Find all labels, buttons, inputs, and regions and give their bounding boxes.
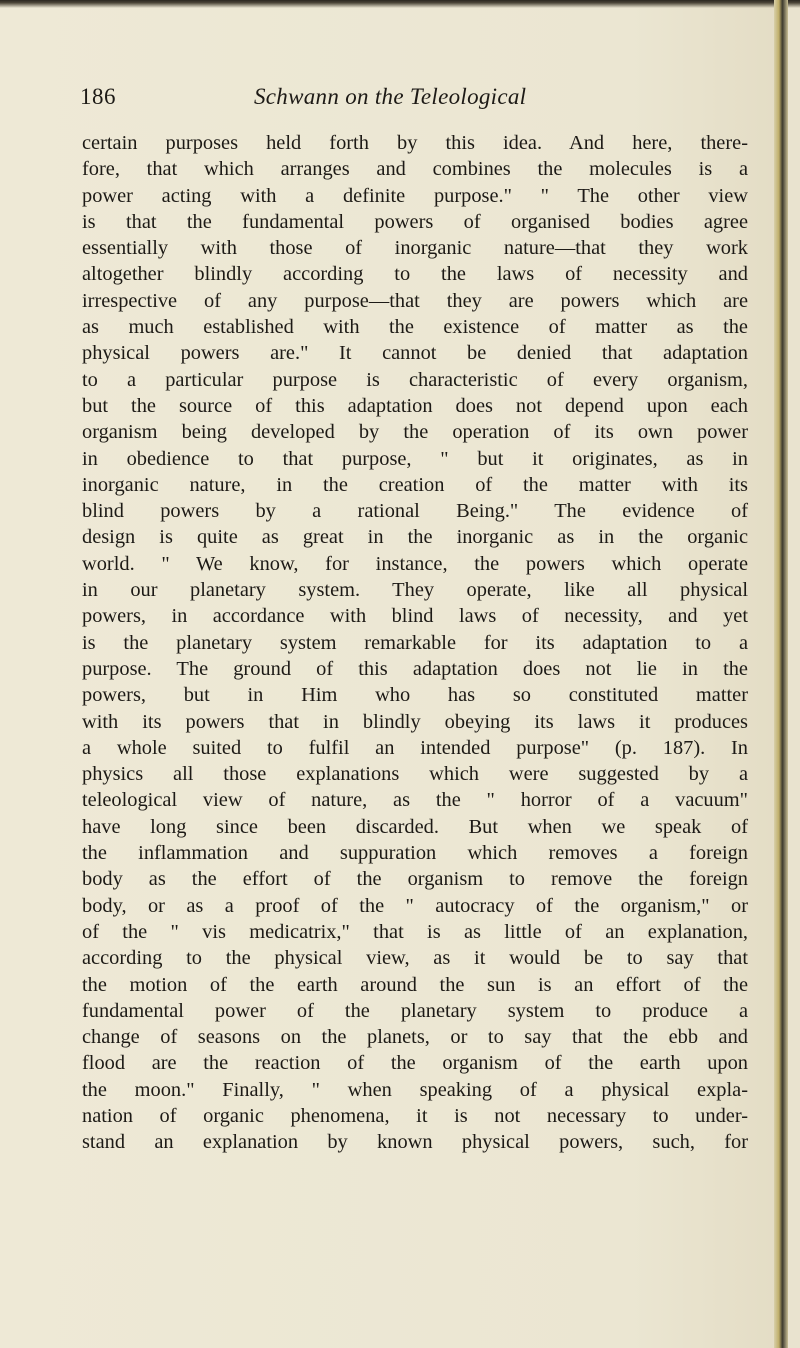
text-line: design is quite as great in the inorganic as in the organic [82, 526, 748, 549]
text-line: according to the physical view, as it would be to say that [82, 947, 748, 970]
text-line: inorganic nature, in the creation of the matter with its [82, 473, 748, 496]
text-line: change of seasons on the planets, or to say that the ebb and [82, 1026, 748, 1049]
text-line: purpose. The ground of this adaptation does not lie in the [82, 657, 748, 680]
page-number: 186 [80, 84, 116, 109]
text-line: flood are the reaction of the organism of the earth upon [82, 1052, 748, 1075]
running-title: Schwann on the Teleological [254, 84, 527, 109]
text-line: with its powers that in blindly obeying its laws it produces [82, 710, 748, 733]
body-paragraph [82, 130, 748, 1156]
text-line: is that the fundamental powers of organised bodies agree [82, 210, 748, 233]
text-line: powers, in accordance with blind laws of necessity, and yet [82, 605, 748, 628]
text-line: irrespective of any purpose—that they are powers which are [82, 289, 748, 312]
text-line: physical powers are." It cannot be denied that adaptation [82, 342, 748, 365]
text-line: nation of organic phenomena, it is not necessary to under- [82, 1104, 748, 1127]
text-line: altogether blindly according to the laws of necessity and [82, 263, 748, 286]
text-line: body, or as a proof of the " autocracy of the organism," or [82, 894, 748, 917]
text-line: world. " We know, for instance, the powers which operate [82, 552, 748, 575]
text-line: of the " vis medicatrix," that is as little of an explanation, [82, 920, 748, 943]
text-line: essentially with those of inorganic nature—that they work [82, 237, 748, 260]
text-line: powers, but in Him who has so constituted matter [82, 684, 748, 707]
text-line: organism being developed by the operation of its own power [82, 421, 748, 444]
text-line: physics all those explanations which were suggested by a [82, 763, 748, 786]
text-line: as much established with the existence of matter as the [82, 316, 748, 339]
text-line: the moon." Finally, " when speaking of a physical expla- [82, 1078, 748, 1101]
text-line: is the planetary system remarkable for its adaptation to a [82, 631, 748, 654]
text-line: fundamental power of the planetary system to produce a [82, 999, 748, 1022]
text-line: in obedience to that purpose, " but it originates, as in [82, 447, 748, 470]
text-line: teleological view of nature, as the " horror of a vacuum" [82, 789, 748, 812]
text-line: in our planetary system. They operate, like all physical [82, 579, 748, 602]
text-line: have long since been discarded. But when we speak of [82, 815, 748, 838]
top-page-shadow [0, 0, 800, 8]
page-edge-binding [774, 0, 788, 1348]
text-line: to a particular purpose is characteristic of every organism, [82, 368, 748, 391]
text-line: a whole suited to fulfil an intended purpose" (p. 187). In [82, 736, 748, 759]
text-line: but the source of this adaptation does not depend upon each [82, 394, 748, 417]
running-head [80, 84, 720, 120]
text-line: the motion of the earth around the sun is an effort of the [82, 973, 748, 996]
text-line: stand an explanation by known physical powers, such, for [82, 1131, 748, 1154]
text-line: body as the effort of the organism to remove the foreign [82, 868, 748, 891]
text-line: fore, that which arranges and combines the molecules is a [82, 158, 748, 181]
text-line: the inflammation and suppuration which removes a foreign [82, 842, 748, 865]
text-line: certain purposes held forth by this idea. And here, there- [82, 132, 748, 154]
text-line: blind powers by a rational Being." The evidence of [82, 500, 748, 523]
text-line: power acting with a definite purpose." " The other view [82, 184, 748, 207]
